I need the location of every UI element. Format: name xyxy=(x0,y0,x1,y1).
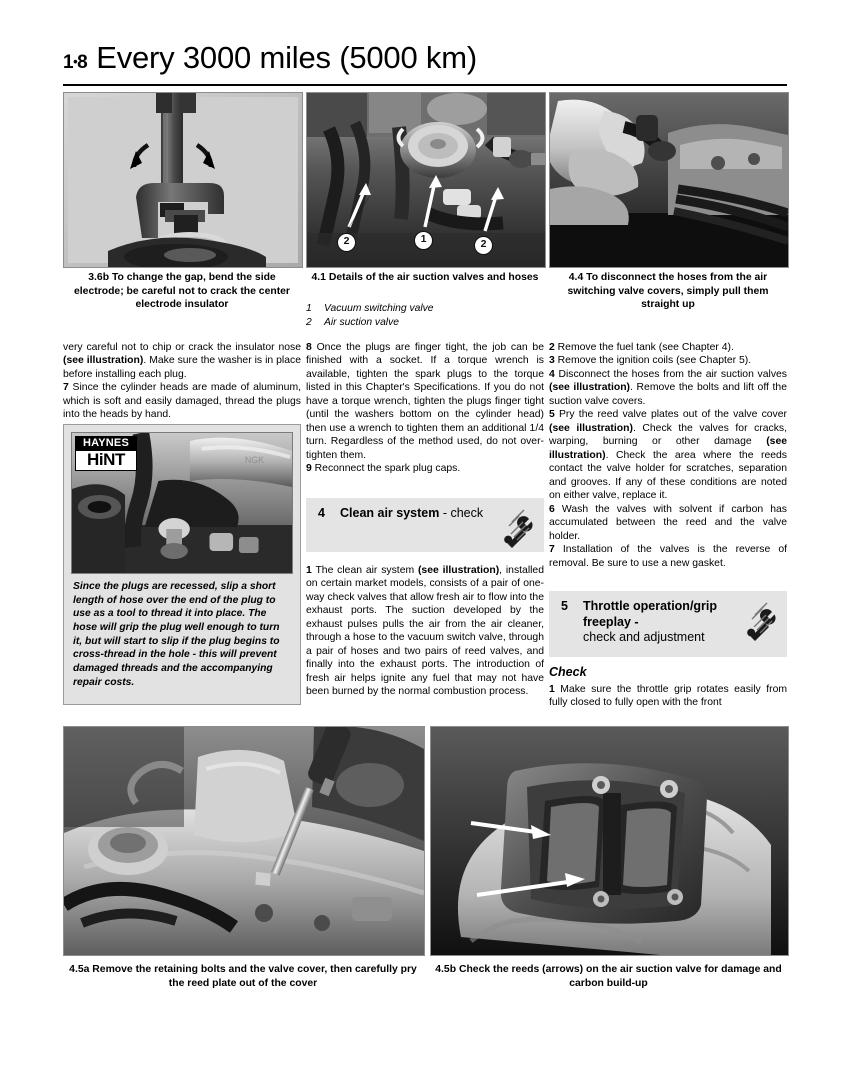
figure-4-1-callout-1: 1 xyxy=(414,231,433,250)
right-step-4 xyxy=(549,368,787,408)
key-item xyxy=(306,316,544,330)
mid-step-1 xyxy=(306,564,544,699)
svg-text:NGK: NGK xyxy=(244,454,264,466)
hint-photo xyxy=(71,432,293,574)
mid-step-8-number: 8 xyxy=(306,342,312,353)
right-step-5-bold1: (see illustration) xyxy=(549,422,633,434)
section-4-title-rest: - check xyxy=(439,506,484,520)
right-step-5-pre: Pry the reed valve plates out of the valve cover xyxy=(559,409,787,421)
mid-step-8 xyxy=(306,341,544,462)
column-right-bottom xyxy=(549,683,787,710)
section-heading-4 xyxy=(306,498,544,552)
wrench-spanner-icon xyxy=(502,504,536,548)
section-5-title-line1: Throttle operation/grip xyxy=(583,599,718,613)
haynes-hint-box xyxy=(63,424,301,705)
page-title: Every 3000 miles (5000 km) xyxy=(96,40,477,75)
right-step-5-mid: . Check the valves for cracks, warping, burning or other damage xyxy=(549,422,787,448)
right-check-step-1-text: Make sure the throttle grip rotates easily from fully closed to fully open with the front xyxy=(549,684,787,709)
key-number: 2 xyxy=(306,316,312,328)
key-number: 1 xyxy=(306,303,312,314)
page-header xyxy=(63,40,787,82)
figure-4-5a-photo xyxy=(63,726,425,956)
right-step-3 xyxy=(549,354,787,367)
section-heading-5 xyxy=(549,591,787,657)
folio-page: 8 xyxy=(77,52,88,73)
column-left xyxy=(63,341,301,422)
section-4-title xyxy=(340,506,483,522)
key-label: Vacuum switching valve xyxy=(324,303,434,314)
folio-separator: • xyxy=(73,54,78,69)
figure-4-1-photo xyxy=(306,92,546,268)
section-4-title-bold: Clean air system xyxy=(340,506,440,520)
mid-step-1-number: 1 xyxy=(306,565,312,576)
mid-step-9-number: 9 xyxy=(306,463,312,475)
right-step-7 xyxy=(549,543,787,570)
left-para-pre: very careful not to chip or crack the insulator nose xyxy=(63,342,301,353)
right-step-4-number: 4 xyxy=(549,368,555,380)
right-step-7-text: Installation of the valves is the reverse of removal. Be sure to use a new gasket. xyxy=(549,544,787,569)
subheading-check: Check xyxy=(549,665,587,679)
haynes-badge-top: HAYNES xyxy=(75,436,137,451)
mid-step-9-text: Reconnect the spark plug caps. xyxy=(314,463,461,475)
right-step-2-number: 2 xyxy=(549,342,555,353)
valve-cover-removal-illustration xyxy=(64,727,424,955)
section-5-number: 5 xyxy=(561,599,568,613)
left-step-7-text: Since the cylinder heads are made of aluminum, which is soft and easily damaged, thread the plugs into the heads by hand. xyxy=(63,382,301,421)
figure-4-5b-caption: 4.5b Check the reeds (arrows) on the air suction valve for damage and carbon build-up xyxy=(435,964,782,989)
right-step-3-number: 3 xyxy=(549,355,555,367)
mid-step-9 xyxy=(306,462,544,475)
section-4-number: 4 xyxy=(318,506,325,520)
spark-plug-gapping-illustration xyxy=(64,93,302,267)
column-right-top xyxy=(549,341,787,570)
mid-step-1-bold: (see illustration) xyxy=(417,565,500,576)
right-step-6-number: 6 xyxy=(549,503,555,515)
right-step-6-text: Wash the valves with solvent if carbon has accumulated between the reed and the valve holder. xyxy=(549,503,788,542)
figure-4-4-caption: 4.4 To disconnect the hoses from the air switching valve covers, simply pull them straight up xyxy=(567,272,769,311)
mid-step-1-pre: The clean air system xyxy=(315,565,418,576)
figure-4-5a-caption: 4.5a Remove the retaining bolts and the valve cover, then carefully pry the reed plate out of the cover xyxy=(69,964,417,989)
key-label: Air suction valve xyxy=(324,316,399,328)
section-5-title-line2: freeplay - xyxy=(583,614,639,629)
right-step-5-number: 5 xyxy=(549,409,555,421)
right-step-5 xyxy=(549,408,787,502)
figure-4-4-photo xyxy=(549,92,789,268)
right-step-7-number: 7 xyxy=(549,544,555,556)
right-step-5-post: . Check the area where the reeds contact the valve holder for scratches, separation and grooves. If any of these conditions are noted on either valve, replace it. xyxy=(549,449,787,502)
header-rule xyxy=(63,84,787,86)
haynes-hint-badge xyxy=(75,436,137,471)
figure-4-1-callout-2a: 2 xyxy=(337,233,356,252)
haynes-badge-bottom: HiNT xyxy=(75,451,137,471)
right-step-4-pre: Disconnect the hoses from the air suction valves xyxy=(558,368,787,380)
folio-chapter: 1 xyxy=(63,52,74,73)
left-step-7-number: 7 xyxy=(63,382,69,394)
wrench-spanner-icon xyxy=(745,597,779,641)
left-para-post: . Make sure the washer is in place before installing each plug. xyxy=(63,355,301,380)
right-step-3-text: Remove the ignition coils (see Chapter 5). xyxy=(557,355,752,367)
right-check-step-1-number: 1 xyxy=(549,684,555,695)
hint-text: Since the plugs are recessed, slip a short length of hose over the end of the plug to use as a tool to thread it into place. The hose will grip the plug well enough to turn it, but will start to slip if the plug begins to cross-thread in the hole - this will prevent damaged threads and the accompanying repair costs. xyxy=(73,581,280,688)
left-step-7 xyxy=(63,381,301,421)
reed-valve-inspection-illustration xyxy=(431,727,788,955)
right-step-6 xyxy=(549,503,787,543)
folio xyxy=(63,52,87,74)
key-item xyxy=(306,302,544,316)
left-para-bold: (see illustration) xyxy=(63,355,144,367)
figure-4-1-callout-2b: 2 xyxy=(474,236,493,255)
right-step-2-text: Remove the fuel tank (see Chapter 4). xyxy=(557,342,734,353)
figure-4-1-caption: 4.1 Details of the air suction valves and hoses xyxy=(311,272,539,283)
section-5-title-line3: check and adjustment xyxy=(583,630,705,645)
right-step-5-bold2: (see illustration) xyxy=(549,436,787,461)
column-mid-bottom xyxy=(306,564,544,699)
figure-3-6b-caption: 3.6b To change the gap, bend the side electrode; be careful not to crack the center electrode insulator xyxy=(74,272,290,311)
right-step-4-bold: (see illustration) xyxy=(549,382,631,394)
right-check-step-1 xyxy=(549,683,787,710)
column-mid-top xyxy=(306,341,544,476)
section-5-title xyxy=(583,599,717,646)
left-para-continued xyxy=(63,341,301,381)
mid-step-1-post: , installed on certain market models, consists of a pair of one-way check valves that allow fresh air to flow into the exhaust ports. The suction developed by the exhaust pulses pulls the air from the air cleaner, through a hose to the vacuum switch valve, through a pair of hoses and two pairs of reed valves, and finally into the exhaust ports. The introduction of fresh air helps ignite any fuel that may not have been burned by the normal combustion process. xyxy=(306,565,544,698)
figure-4-5b-photo xyxy=(430,726,789,956)
figure-4-1-key xyxy=(306,302,544,330)
right-step-4-post: . Remove the bolts and lift off the suction valve covers. xyxy=(549,382,787,407)
mid-step-8-text: Once the plugs are finger tight, the job can be finished with a socket. If a torque wrench is available, tighten the spark plugs to the torque listed in this Chapter's Specifications. If you do not have a torque wrench, tighten the plugs finger tight (until the washers bottom on the cylinder head) then use a wrench to tighten them an additional 1/4 turn. Regardless of the method used, do not over-tighten them. xyxy=(306,342,544,461)
hose-disconnect-illustration xyxy=(550,93,788,267)
figure-3-6b-photo xyxy=(63,92,303,268)
right-step-2 xyxy=(549,341,787,354)
